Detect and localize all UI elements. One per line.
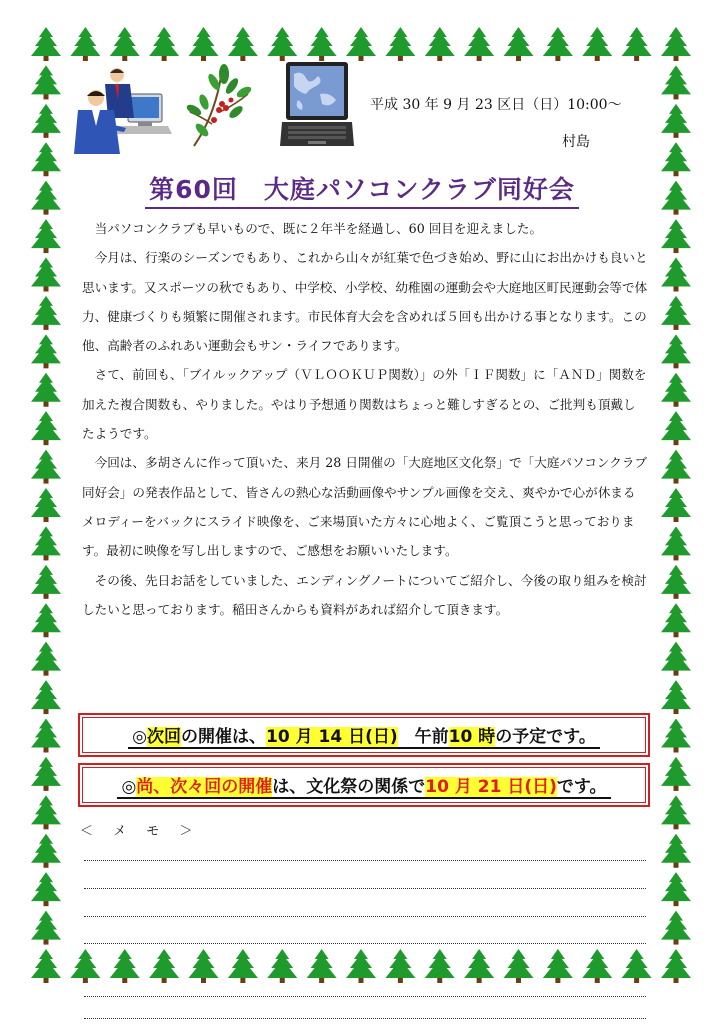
- christmas-tree-icon: [307, 949, 337, 983]
- next-meeting-line: [128, 722, 600, 749]
- christmas-tree-icon: [31, 373, 61, 407]
- memo-line: [84, 1018, 646, 1019]
- christmas-tree-icon: [582, 27, 612, 61]
- christmas-tree-icon: [425, 27, 455, 61]
- christmas-tree-icon: [31, 526, 61, 560]
- christmas-tree-icon: [464, 949, 494, 983]
- christmas-tree-icon: [31, 642, 61, 676]
- paragraph: 今回は、多胡さんに作って頂いた、来月 28 日開催の「大庭地区文化祭」で「大庭パソコンクラブ同好会」の発表作品として、皆さんの熱心な活動画像やサンプル画像を交え、爽やかで心が休まるメロディーをバックにスライド映像を、ご来場頂いた方々に心地よく、ご覧頂こうと思っております。最初に映像を写し出しますので、ご感想をお願いいたします。: [82, 455, 648, 559]
- christmas-tree-icon: [149, 27, 179, 61]
- christmas-tree-icon: [31, 680, 61, 714]
- christmas-tree-icon: [31, 219, 61, 253]
- following-meeting-date: 10 月 21 日(日): [425, 776, 557, 797]
- highlight-text: 尚、次々回の開催: [136, 776, 273, 797]
- christmas-tree-icon: [31, 258, 61, 292]
- christmas-tree-icon: [504, 949, 534, 983]
- christmas-tree-icon: [425, 949, 455, 983]
- christmas-tree-icon: [189, 949, 219, 983]
- christmas-tree-icon: [267, 949, 297, 983]
- christmas-tree-icon: [661, 104, 691, 138]
- notice-text: は、文化祭の関係で: [272, 776, 426, 797]
- double-circle-mark: ◎: [132, 726, 147, 747]
- christmas-tree-icon: [149, 949, 179, 983]
- christmas-tree-icon: [661, 642, 691, 676]
- christmas-tree-icon: [661, 488, 691, 522]
- christmas-tree-icon: [228, 949, 258, 983]
- christmas-tree-icon: [543, 27, 573, 61]
- christmas-tree-icon: [31, 488, 61, 522]
- christmas-tree-icon: [31, 872, 61, 906]
- christmas-tree-icon: [31, 795, 61, 829]
- christmas-tree-icon: [661, 757, 691, 791]
- following-meeting-line: [117, 772, 610, 799]
- author-name: 村島: [562, 134, 590, 150]
- paragraph: さて、前回も、「ブイルックアップ（ＶＬＯＯＫＵＰ関数）」の外「ＩＦ関数」に「ＡＮＤ」関数を加えた複合関数も、やりました。やはり予想通り関数はちょっと難しすぎるとの、ご批判も頂戴したようです。: [82, 367, 647, 442]
- christmas-tree-icon: [31, 911, 61, 945]
- christmas-tree-icon: [661, 680, 691, 714]
- christmas-tree-icon: [31, 411, 61, 445]
- next-meeting-time: 10 時: [448, 726, 496, 747]
- christmas-tree-icon: [110, 27, 140, 61]
- christmas-tree-icon: [661, 219, 691, 253]
- next-meeting-date: 10 月 14 日(日): [266, 726, 398, 747]
- christmas-tree-icon: [70, 27, 100, 61]
- christmas-tree-icon: [346, 949, 376, 983]
- christmas-tree-icon: [661, 258, 691, 292]
- christmas-tree-icon: [661, 719, 691, 753]
- christmas-tree-icon: [661, 296, 691, 330]
- christmas-tree-icon: [661, 795, 691, 829]
- christmas-tree-icon: [661, 65, 691, 99]
- memo-line: [84, 916, 646, 917]
- christmas-tree-icon: [622, 27, 652, 61]
- christmas-tree-icon: [622, 949, 652, 983]
- christmas-tree-icon: [661, 526, 691, 560]
- paragraph: その後、先日お話をしていました、エンディングノートについてご紹介し、今後の取り組みを検討したいと思っております。稲田さんからも資料があれば紹介して頂きます。: [82, 572, 647, 617]
- christmas-tree-icon: [31, 834, 61, 868]
- christmas-tree-icon: [661, 411, 691, 445]
- office-workers-illustration: [72, 66, 172, 158]
- christmas-tree-icon: [31, 949, 61, 983]
- christmas-tree-icon: [385, 27, 415, 61]
- christmas-tree-icon: [661, 872, 691, 906]
- christmas-tree-icon: [31, 450, 61, 484]
- christmas-tree-icon: [543, 949, 573, 983]
- meeting-date: 平成 30 年 9 月 23 区日（日）10:00～: [370, 97, 622, 113]
- notice-text: の開催は、: [181, 726, 266, 747]
- notice-text: の予定です。: [495, 726, 596, 747]
- christmas-tree-icon: [31, 27, 61, 61]
- christmas-tree-icon: [31, 757, 61, 791]
- christmas-tree-icon: [31, 565, 61, 599]
- christmas-tree-icon: [661, 334, 691, 368]
- christmas-tree-icon: [307, 27, 337, 61]
- christmas-tree-icon: [31, 104, 61, 138]
- christmas-tree-icon: [70, 949, 100, 983]
- christmas-tree-icon: [464, 27, 494, 61]
- memo-line: [84, 888, 646, 889]
- christmas-tree-icon: [385, 949, 415, 983]
- paragraph: 今月は、行楽のシーズンでもあり、これから山々が紅葉で色づき始め、野に山にお出かけも良いと思います。又スポーツの秋でもあり、中学校、小学校、幼稚園の運動会や大庭地区町民運動会等で体力、健康づくりも頻繁に開催されます。市民体育大会を含めれば５回も出かける事となります。この他、高齢者のふれあい運動会もサン・ライフであります。: [82, 250, 648, 354]
- laptop-illustration: [280, 60, 354, 150]
- christmas-tree-icon: [504, 27, 534, 61]
- christmas-tree-icon: [31, 65, 61, 99]
- christmas-tree-icon: [110, 949, 140, 983]
- christmas-tree-icon: [31, 296, 61, 330]
- christmas-tree-icon: [661, 565, 691, 599]
- christmas-tree-icon: [31, 719, 61, 753]
- christmas-tree-icon: [661, 603, 691, 637]
- christmas-tree-icon: [661, 373, 691, 407]
- notice-text: です。: [556, 776, 607, 797]
- christmas-tree-icon: [661, 27, 691, 61]
- christmas-tree-icon: [31, 603, 61, 637]
- page-title: [0, 170, 724, 209]
- christmas-tree-icon: [267, 27, 297, 61]
- memo-line: [84, 943, 646, 944]
- christmas-tree-icon: [661, 450, 691, 484]
- christmas-tree-icon: [661, 834, 691, 868]
- following-meeting-notice: [78, 763, 650, 807]
- christmas-tree-icon: [31, 334, 61, 368]
- highlight-text: 次回: [147, 726, 181, 747]
- christmas-tree-icon: [661, 911, 691, 945]
- paragraph: 当パソコンクラブも早いもので、既に２年半を経過し、60 回目を迎えました。: [94, 221, 543, 236]
- page-title-text: 第60回 大庭パソコンクラブ同好会: [145, 170, 579, 209]
- memo-line: [84, 996, 646, 997]
- double-circle-mark: ◎: [121, 776, 137, 797]
- holly-branch-illustration: [186, 64, 254, 150]
- christmas-tree-icon: [582, 949, 612, 983]
- notice-text: 午前: [397, 726, 449, 747]
- next-meeting-notice: [78, 713, 650, 757]
- memo-line: [84, 860, 646, 861]
- christmas-tree-icon: [346, 27, 376, 61]
- christmas-tree-icon: [661, 949, 691, 983]
- christmas-tree-icon: [189, 27, 219, 61]
- christmas-tree-icon: [228, 27, 258, 61]
- body-text: [82, 214, 648, 624]
- memo-label: ＜ メ モ ＞: [80, 824, 201, 839]
